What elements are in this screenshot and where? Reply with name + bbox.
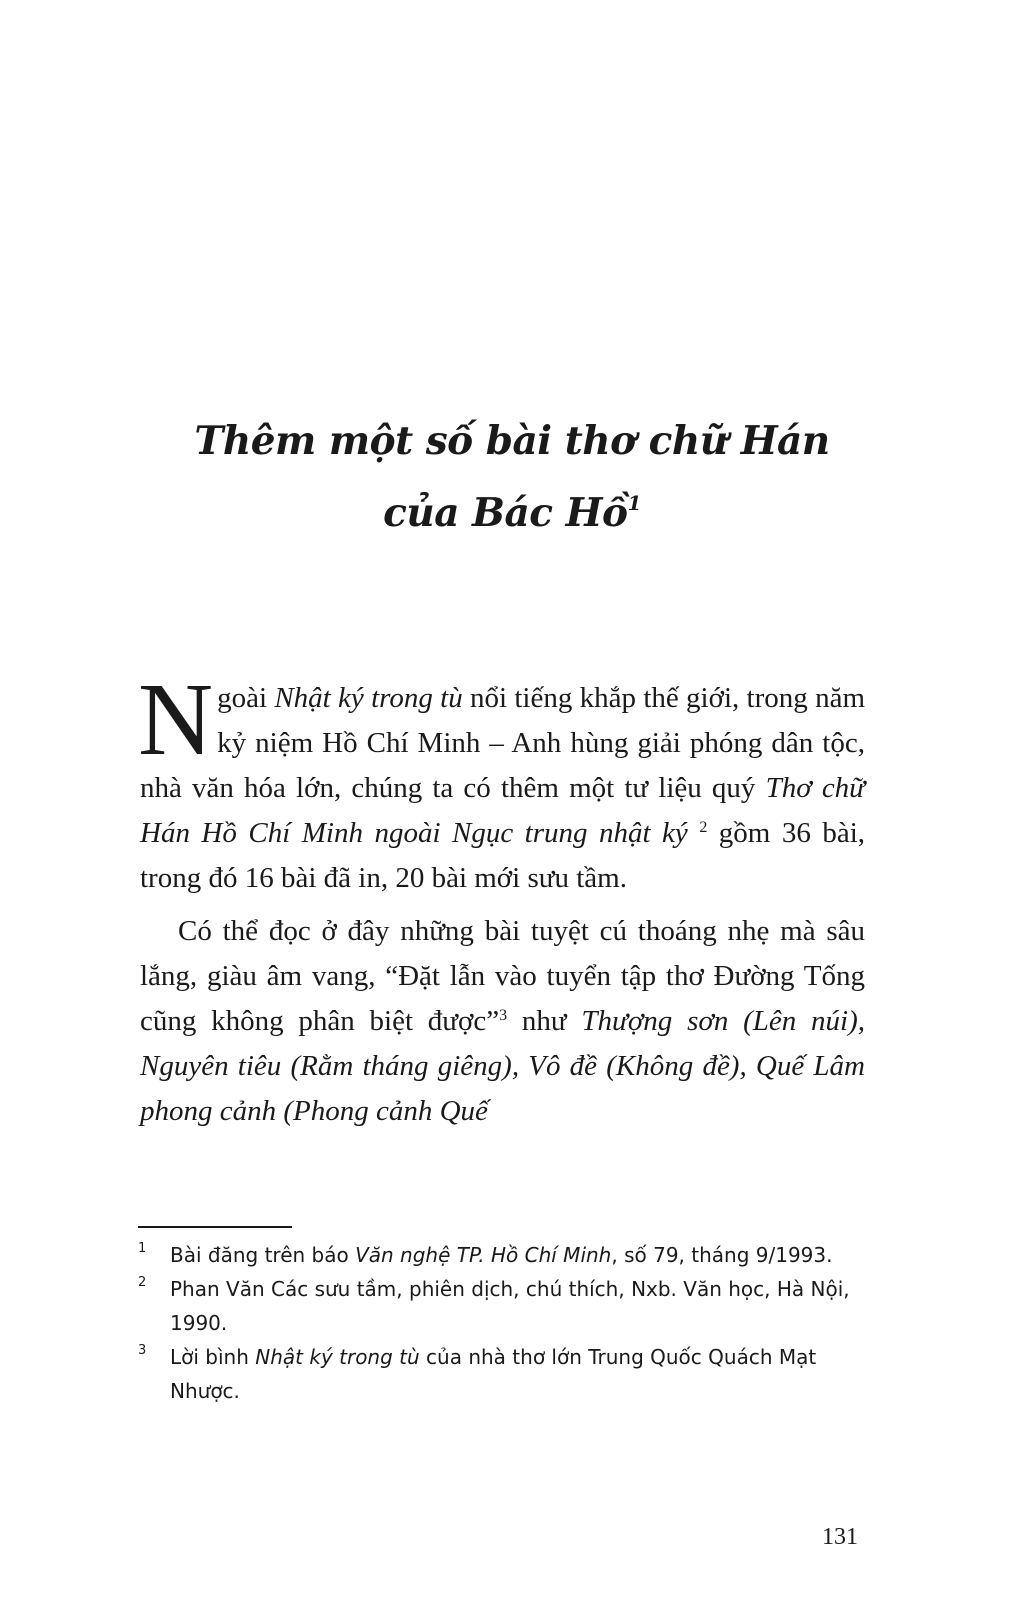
paragraph-2: [140, 909, 865, 1134]
footnotes: [138, 1238, 868, 1408]
paragraph-2-text-1: Có thể đọc ở đây những bài tuyệt cú thoáng nhẹ mà sâu lắng, giàu âm vang, “Đặt lẫn vào tuyển tập thơ Đường Tống cũng không phân biệt được”: [140, 915, 865, 1037]
paragraph-1-text-1: goài: [217, 682, 275, 714]
paragraph-1-italic-1: Nhật ký trong tù: [274, 682, 463, 714]
footnote-text-end: , số 79, tháng 9/1993.: [611, 1243, 833, 1267]
chapter-title-line-2: [0, 472, 1024, 544]
chapter-title: [0, 410, 1024, 544]
chapter-title-line-1: Thêm một số bài thơ chữ Hán: [194, 418, 830, 464]
paragraph-2-text-2: như: [507, 1005, 582, 1037]
footnote-text: Phan Văn Các sưu tầm, phiên dịch, chú thích, Nxb. Văn học, Hà Nội, 1990.: [170, 1277, 850, 1335]
paragraph-1-text-2: nổi tiếng khắp thế giới, trong năm kỷ niệm Hồ Chí Minh – Anh hùng giải phóng dân tộc, nhà văn hóa lớn, chúng ta có thêm một tư liệu quý: [140, 682, 866, 804]
footnote-3: [138, 1340, 868, 1408]
chapter-title-line-2-text: của Bác Hồ: [383, 490, 628, 536]
footnote-1: [138, 1238, 868, 1272]
footnote-number: 2: [138, 1275, 147, 1290]
footnote-italic: Văn nghệ TP. Hồ Chí Minh: [355, 1243, 612, 1267]
footnote-text: Bài đăng trên báo: [170, 1243, 356, 1267]
footnote-number: 3: [138, 1343, 147, 1358]
paragraph-2-footnote-ref: 3: [499, 1007, 508, 1024]
paragraph-1: [138, 662, 866, 901]
paragraph-1-footnote-ref: 2: [699, 819, 708, 836]
drop-cap: N: [138, 662, 214, 777]
footnote-text: Lời bình: [170, 1345, 256, 1369]
footnote-2: [138, 1272, 868, 1340]
footnote-divider: [138, 1226, 292, 1228]
title-footnote-ref: 1: [627, 491, 641, 515]
paragraph-2-italic-1: Thượng sơn (Lên núi), Nguyên tiêu (Rằm tháng giêng), Vô đề (Không đề), Quế Lâm phong cảnh (Phong cảnh Quế: [140, 1005, 865, 1127]
paragraph-1-text-3: gồm 36 bài, trong đó 16 bài đã in, 20 bài mới sưu tầm.: [140, 817, 866, 894]
footnote-text-end: của nhà thơ lớn Trung Quốc Quách Mạt Nhược.: [170, 1345, 817, 1403]
footnote-italic: Nhật ký trong tù: [255, 1345, 420, 1369]
footnote-number: 1: [138, 1241, 147, 1256]
paragraph-1-italic-2: Thơ chữ Hán Hồ Chí Minh ngoài Ngục trung nhật ký: [140, 772, 866, 849]
body-text: [138, 662, 866, 1134]
page-number: 131: [822, 1524, 858, 1550]
